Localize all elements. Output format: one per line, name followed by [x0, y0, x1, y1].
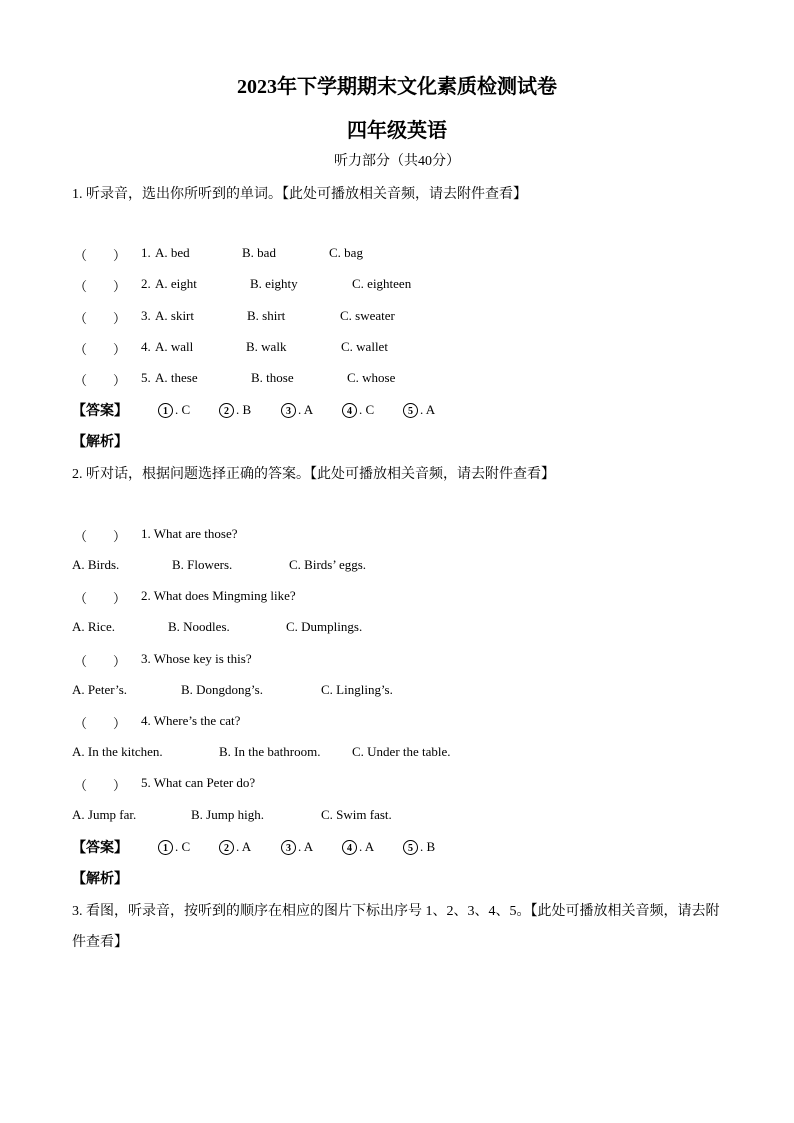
option-c: C. Swim fast. [321, 807, 392, 822]
circled-number: 3 [281, 403, 296, 418]
q1-prompt: 1. 听录音，选出你所听到的单词。【此处可播放相关音频，请去附件查看】 [72, 187, 527, 202]
exam-subtitle: 四年级英语 [347, 120, 447, 142]
option-b: B. Dongdong’s. [181, 682, 263, 697]
option-c: C. eighteen [352, 276, 412, 291]
item-number: 3. [141, 308, 151, 323]
option-c: C. sweater [340, 308, 395, 323]
circled-number: 5 [403, 403, 418, 418]
item-number: 2. [141, 276, 151, 291]
option-b: B. eighty [250, 276, 298, 291]
answer-item [403, 838, 435, 856]
answer-value: . A [236, 839, 252, 855]
option-a: A. skirt [155, 308, 194, 323]
circled-number: 1 [158, 840, 173, 855]
circled-number: 3 [281, 840, 296, 855]
answer-blank: （ ） [74, 342, 127, 357]
option-a: A. Peter’s. [72, 682, 128, 697]
q3-prompt-line1: 3. 看图，听录音，按听到的顺序在相应的图片下标出序号 1、2、3、4、5。【此处可播放相关音频，请去附 [72, 904, 720, 919]
answer-blank: （ ） [74, 373, 127, 388]
option-c: C. Lingling’s. [321, 682, 393, 697]
question-text: 2. What does Mingming like? [141, 588, 296, 603]
answer-value: . A [420, 402, 436, 418]
section-heading: 听力部分（共40分） [334, 154, 460, 169]
circled-number: 4 [342, 403, 357, 418]
answer-item [158, 401, 190, 419]
answer-blank: （ ） [74, 248, 127, 263]
option-b: B. Jump high. [191, 807, 264, 822]
answer-value: . A [359, 839, 375, 855]
option-a: A. Rice. [72, 619, 115, 634]
option-c: C. wallet [341, 339, 388, 354]
option-b: B. In the bathroom. [219, 744, 321, 759]
option-a: A. Birds. [72, 557, 120, 572]
answer-blank: （ ） [74, 778, 127, 793]
answer-item [342, 401, 374, 419]
answer-blank: （ ） [74, 529, 127, 544]
answer-blank: （ ） [74, 716, 127, 731]
item-number: 1. [141, 245, 151, 260]
option-a: A. Jump far. [72, 807, 137, 822]
option-b: B. walk [246, 339, 287, 354]
option-b: B. Flowers. [172, 557, 233, 572]
answer-value: . B [236, 402, 252, 418]
answer-item [219, 401, 251, 419]
answer-blank: （ ） [74, 311, 127, 326]
option-b: B. Noodles. [168, 619, 230, 634]
option-a: A. eight [155, 276, 197, 291]
question-text: 3. Whose key is this? [141, 651, 252, 666]
option-b: B. shirt [247, 308, 286, 323]
answer-value: . A [298, 839, 314, 855]
option-a: A. wall [155, 339, 194, 354]
circled-number: 5 [403, 840, 418, 855]
q1-answer-label: 【答案】 [72, 404, 128, 419]
item-number: 5. [141, 370, 151, 385]
answer-item [281, 838, 313, 856]
answer-value: . C [175, 402, 191, 418]
option-c: C. Birds’ eggs. [289, 557, 367, 572]
answer-item [403, 401, 435, 419]
circled-number: 4 [342, 840, 357, 855]
option-c: C. whose [347, 370, 396, 385]
q3-prompt-line2: 件查看】 [72, 935, 128, 950]
option-c: C. bag [329, 245, 363, 260]
item-number: 4. [141, 339, 151, 354]
answer-value: . A [298, 402, 314, 418]
option-a: A. In the kitchen. [72, 744, 163, 759]
option-a: A. these [155, 370, 198, 385]
answer-value: . B [420, 839, 436, 855]
option-c: C. Dumplings. [286, 619, 363, 634]
option-a: A. bed [155, 245, 190, 260]
circled-number: 1 [158, 403, 173, 418]
answer-item [219, 838, 251, 856]
answer-item [158, 838, 190, 856]
option-b: B. bad [242, 245, 276, 260]
q2-answer-label: 【答案】 [72, 841, 128, 856]
exam-title: 2023年下学期期末文化素质检测试卷 [237, 76, 557, 98]
answer-value: . C [359, 402, 375, 418]
answer-item [342, 838, 374, 856]
q2-prompt: 2. 听对话，根据问题选择正确的答案。【此处可播放相关音频，请去附件查看】 [72, 467, 555, 482]
option-b: B. those [251, 370, 294, 385]
answer-item [281, 401, 313, 419]
question-text: 1. What are those? [141, 526, 238, 541]
question-text: 5. What can Peter do? [141, 775, 256, 790]
answer-blank: （ ） [74, 279, 127, 294]
q1-analysis-label: 【解析】 [72, 435, 128, 450]
circled-number: 2 [219, 840, 234, 855]
question-text: 4. Where’s the cat? [141, 713, 241, 728]
answer-value: . C [175, 839, 191, 855]
answer-blank: （ ） [74, 654, 127, 669]
q2-analysis-label: 【解析】 [72, 872, 128, 887]
answer-blank: （ ） [74, 591, 127, 606]
circled-number: 2 [219, 403, 234, 418]
option-c: C. Under the table. [352, 744, 451, 759]
